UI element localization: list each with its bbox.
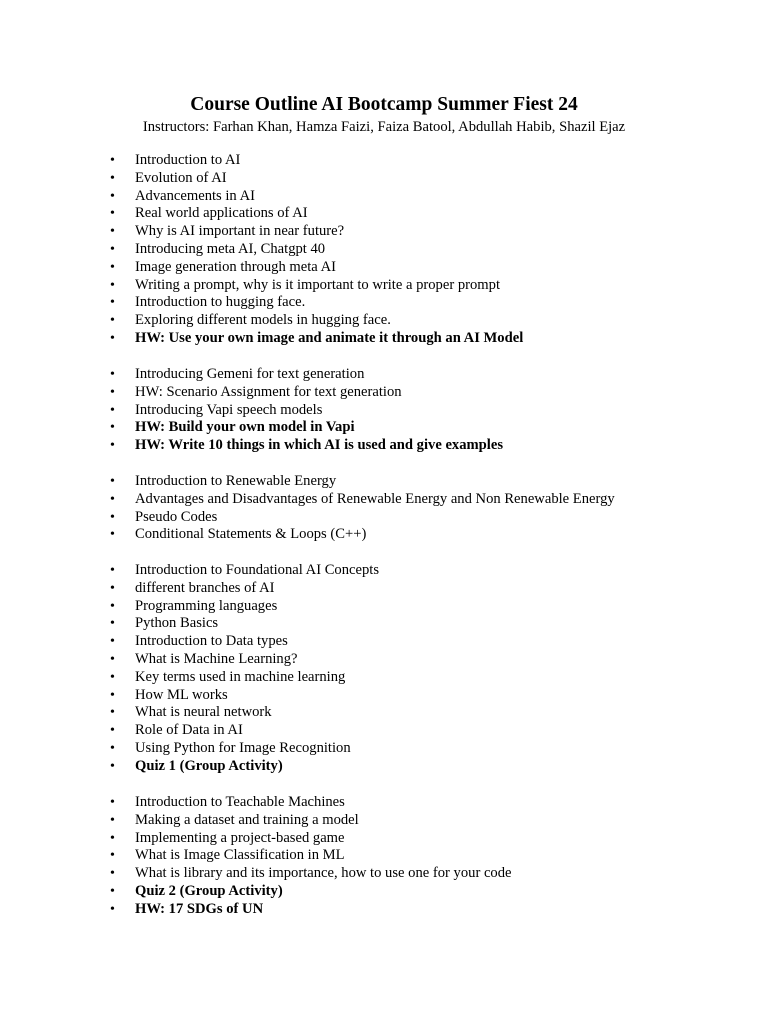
bullet-icon: • — [110, 367, 115, 382]
bullet-icon: • — [110, 758, 115, 774]
list-item-text: Introducing meta AI, Chatgpt 40 — [135, 240, 326, 257]
list-item-text: Evolution of AI — [135, 169, 227, 186]
list-item — [108, 526, 615, 544]
list-item — [108, 152, 523, 170]
list-item-text: Real world applications of AI — [135, 205, 308, 222]
outline-section-3 — [108, 473, 615, 544]
list-item — [108, 740, 379, 758]
list-item — [108, 437, 503, 455]
list-item — [108, 384, 503, 402]
bullet-icon: • — [110, 491, 115, 507]
list-item — [108, 687, 379, 705]
list-item-text: Introduction to hugging face. — [135, 294, 306, 311]
list-item — [108, 722, 379, 740]
list-item-text: How ML works — [135, 686, 228, 703]
list-item-text: Introducing Gemeni for text generation — [135, 366, 365, 382]
bullet-icon: • — [110, 705, 115, 721]
bullet-icon: • — [110, 420, 115, 436]
document-title: Course Outline AI Bootcamp Summer Fiest 24 — [190, 94, 578, 115]
bullet-icon: • — [110, 402, 115, 418]
bullet-icon: • — [110, 563, 115, 578]
list-item-text: Image generation through meta AI — [135, 258, 336, 275]
list-item-text: Exploring different models in hugging face. — [135, 312, 391, 329]
list-item — [108, 758, 379, 776]
bullet-icon: • — [110, 866, 115, 882]
list-item — [108, 669, 379, 687]
list-item — [108, 509, 615, 527]
list-item — [108, 615, 379, 633]
outline-section-5 — [108, 794, 512, 919]
bullet-icon: • — [110, 509, 115, 525]
list-item — [108, 473, 615, 491]
list-item-text: Conditional Statements & Loops (C++) — [135, 526, 367, 543]
list-item — [108, 170, 523, 188]
list-item-text: HW: Write 10 things in which AI is used and give examples — [135, 437, 504, 454]
list-item-text: different branches of AI — [135, 579, 275, 596]
list-item-text: Pseudo Codes — [135, 508, 218, 525]
instructors-line: Instructors: Farhan Khan, Hamza Faizi, Faiza Batool, Abdullah Habib, Shazil Ejaz — [142, 119, 626, 135]
bullet-icon: • — [110, 740, 115, 756]
bullet-icon: • — [110, 330, 115, 346]
bullet-icon: • — [110, 438, 115, 454]
bullet-icon: • — [110, 384, 115, 400]
list-item — [108, 366, 503, 384]
list-item-text: Why is AI important in near future? — [135, 223, 345, 240]
list-item — [108, 901, 512, 919]
bullet-icon: • — [110, 795, 115, 810]
list-item-text: Introduction to Foundational AI Concepts — [135, 562, 380, 578]
bullet-icon: • — [110, 598, 115, 614]
list-item — [108, 794, 512, 812]
list-item-text: Python Basics — [135, 615, 219, 632]
list-item-text: Programming languages — [135, 597, 278, 614]
list-item — [108, 598, 379, 616]
list-item-text: Introduction to AI — [135, 152, 241, 168]
list-item-text: Writing a prompt, why is it important to write a proper prompt — [135, 276, 501, 293]
list-item — [108, 847, 512, 865]
list-item-text: What is neural network — [135, 704, 272, 721]
bullet-icon: • — [110, 634, 115, 650]
list-item — [108, 633, 379, 651]
list-item-text: What is library and its importance, how to use one for your code — [135, 865, 512, 882]
outline-section-1 — [108, 152, 523, 348]
list-item — [108, 580, 379, 598]
bullet-icon: • — [110, 170, 115, 186]
outline-section-2 — [108, 366, 503, 455]
bullet-icon: • — [110, 153, 115, 168]
bullet-icon: • — [110, 224, 115, 240]
list-item-text: Introduction to Data types — [135, 633, 288, 650]
outline-section-4 — [108, 562, 379, 776]
list-item — [108, 562, 379, 580]
bullet-icon: • — [110, 206, 115, 222]
list-item — [108, 223, 523, 241]
list-item-text: HW: Scenario Assignment for text generation — [135, 383, 402, 400]
list-item — [108, 205, 523, 223]
bullet-icon: • — [110, 651, 115, 667]
list-item-text: Introduction to Teachable Machines — [135, 794, 345, 810]
bullet-icon: • — [110, 687, 115, 703]
list-item — [108, 241, 523, 259]
bullet-icon: • — [110, 901, 115, 917]
bullet-icon: • — [110, 883, 115, 899]
list-item — [108, 704, 379, 722]
list-item — [108, 330, 523, 348]
list-item-text: Introduction to Renewable Energy — [135, 473, 337, 489]
list-item — [108, 651, 379, 669]
bullet-icon: • — [110, 580, 115, 596]
bullet-icon: • — [110, 241, 115, 257]
list-item — [108, 419, 503, 437]
list-item — [108, 277, 523, 295]
list-item-text: HW: Build your own model in Vapi — [135, 419, 355, 436]
list-item — [108, 865, 512, 883]
list-item — [108, 830, 512, 848]
list-item-text: What is Image Classification in ML — [135, 847, 345, 864]
list-item — [108, 812, 512, 830]
bullet-icon: • — [110, 616, 115, 632]
bullet-icon: • — [110, 188, 115, 204]
list-item-text: Advancements in AI — [135, 187, 255, 204]
list-item-text: Implementing a project-based game — [135, 829, 345, 846]
list-item — [108, 312, 523, 330]
list-item — [108, 259, 523, 277]
bullet-icon: • — [110, 848, 115, 864]
bullet-icon: • — [110, 277, 115, 293]
bullet-icon: • — [110, 313, 115, 329]
bullet-icon: • — [110, 723, 115, 739]
list-item — [108, 294, 523, 312]
list-item — [108, 883, 512, 901]
bullet-icon: • — [110, 474, 115, 489]
list-item-text: Using Python for Image Recognition — [135, 739, 351, 756]
list-item-text: HW: Use your own image and animate it through an AI Model — [135, 329, 524, 346]
bullet-icon: • — [110, 527, 115, 543]
list-item-text: Advantages and Disadvantages of Renewable Energy and Non Renewable Energy — [135, 490, 615, 507]
list-item-text: Key terms used in machine learning — [135, 668, 346, 685]
list-item — [108, 402, 503, 420]
bullet-icon: • — [110, 295, 115, 311]
list-item — [108, 491, 615, 509]
list-item-text: Making a dataset and training a model — [135, 811, 359, 828]
list-item-text: Quiz 1 (Group Activity) — [135, 757, 283, 774]
list-item — [108, 188, 523, 206]
list-item-text: Introducing Vapi speech models — [135, 401, 323, 418]
bullet-icon: • — [110, 830, 115, 846]
list-item-text: What is Machine Learning? — [135, 650, 298, 667]
list-item-text: Role of Data in AI — [135, 722, 243, 739]
list-item-text: Quiz 2 (Group Activity) — [135, 882, 283, 899]
bullet-icon: • — [110, 812, 115, 828]
list-item-text: HW: 17 SDGs of UN — [135, 900, 264, 917]
bullet-icon: • — [110, 669, 115, 685]
bullet-icon: • — [110, 259, 115, 275]
